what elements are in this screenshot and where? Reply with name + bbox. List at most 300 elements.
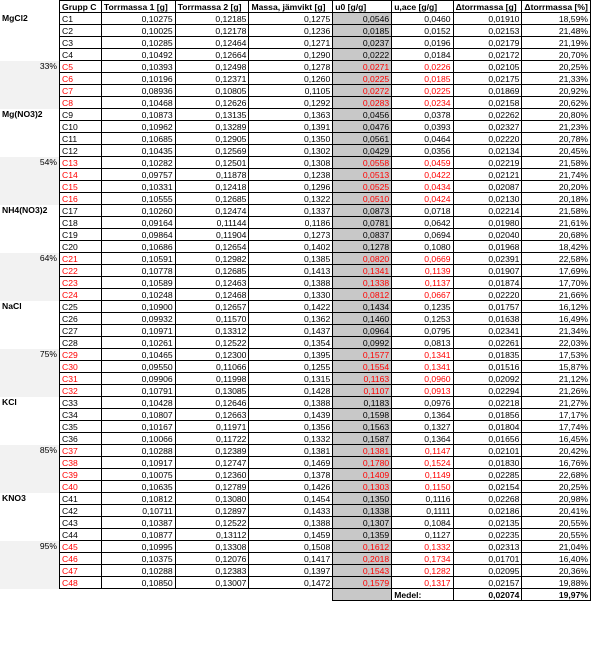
u-ace-cell: 0,1364	[392, 409, 453, 421]
delta-dry-mass-percent-cell: 19,88%	[522, 577, 591, 589]
sample-id-cell: C12	[60, 145, 102, 157]
sample-id-cell: C26	[60, 313, 102, 325]
u-ace-cell: 0,1327	[392, 421, 453, 433]
delta-dry-mass-percent-cell: 20,18%	[522, 193, 591, 205]
equilibrium-mass-cell: 0,1354	[249, 337, 333, 349]
dry-mass-2-cell: 0,13112	[175, 529, 249, 541]
table-row	[0, 301, 591, 313]
equilibrium-mass-cell: 0,1290	[249, 49, 333, 61]
delta-dry-mass-cell: 0,02391	[453, 253, 522, 265]
delta-dry-mass-percent-cell: 15,87%	[522, 361, 591, 373]
u-ace-cell: 0,0434	[392, 181, 453, 193]
group-name: NaCl	[2, 300, 22, 311]
u-ace-cell: 0,0196	[392, 37, 453, 49]
u-ace-cell: 0,0669	[392, 253, 453, 265]
dry-mass-1-cell: 0,10075	[101, 469, 175, 481]
u0-cell: 0,1554	[333, 361, 392, 373]
u0-cell: 0,0964	[333, 325, 392, 337]
table-row	[0, 97, 591, 109]
sample-id-cell: C7	[60, 85, 102, 97]
dry-mass-2-cell: 0,12076	[175, 553, 249, 565]
sample-id-cell: C18	[60, 217, 102, 229]
u-ace-cell: 0,0813	[392, 337, 453, 349]
equilibrium-mass-cell: 0,1278	[249, 61, 333, 73]
u0-cell: 0,0476	[333, 121, 392, 133]
table-row	[0, 541, 591, 553]
delta-dry-mass-cell: 0,01856	[453, 409, 522, 421]
u-ace-cell: 0,1127	[392, 529, 453, 541]
u0-cell: 0,1359	[333, 529, 392, 541]
u-ace-cell: 0,0913	[392, 385, 453, 397]
u-ace-cell: 0,0185	[392, 73, 453, 85]
table-row	[0, 229, 591, 241]
delta-dry-mass-cell: 0,01980	[453, 217, 522, 229]
table-row	[0, 565, 591, 577]
delta-dry-mass-cell: 0,02218	[453, 397, 522, 409]
delta-dry-mass-cell: 0,01701	[453, 553, 522, 565]
group-shade-cell	[0, 61, 60, 109]
sample-id-cell: C23	[60, 277, 102, 289]
delta-dry-mass-percent-cell: 18,59%	[522, 13, 591, 25]
delta-dry-mass-cell: 0,02294	[453, 385, 522, 397]
delta-dry-mass-percent-cell: 20,98%	[522, 493, 591, 505]
dry-mass-1-cell: 0,10917	[101, 457, 175, 469]
dry-mass-1-cell: 0,09757	[101, 169, 175, 181]
dry-mass-1-cell: 0,10873	[101, 109, 175, 121]
dry-mass-2-cell: 0,12383	[175, 565, 249, 577]
equilibrium-mass-cell: 0,1428	[249, 385, 333, 397]
dry-mass-2-cell: 0,11998	[175, 373, 249, 385]
equilibrium-mass-cell: 0,1395	[249, 349, 333, 361]
dry-mass-1-cell: 0,10877	[101, 529, 175, 541]
u-ace-cell: 0,0795	[392, 325, 453, 337]
table-row	[0, 157, 591, 169]
delta-dry-mass-cell: 0,02101	[453, 445, 522, 457]
equilibrium-mass-cell: 0,1469	[249, 457, 333, 469]
group-label-cell	[0, 13, 60, 61]
table-row	[0, 481, 591, 493]
u-ace-cell: 0,1150	[392, 481, 453, 493]
sample-id-cell: C34	[60, 409, 102, 421]
delta-dry-mass-percent-cell: 20,25%	[522, 481, 591, 493]
group-name: Mg(NO3)2	[2, 108, 43, 119]
equilibrium-mass-cell: 0,1378	[249, 469, 333, 481]
u0-cell: 0,1163	[333, 373, 392, 385]
equilibrium-mass-cell: 0,1363	[249, 109, 333, 121]
table-row	[0, 445, 591, 457]
u0-cell: 0,0237	[333, 37, 392, 49]
equilibrium-mass-cell: 0,1260	[249, 73, 333, 85]
dry-mass-2-cell: 0,12626	[175, 97, 249, 109]
u0-cell: 0,1434	[333, 301, 392, 313]
delta-dry-mass-cell: 0,02087	[453, 181, 522, 193]
dry-mass-2-cell: 0,12498	[175, 61, 249, 73]
sample-id-cell: C40	[60, 481, 102, 493]
delta-dry-mass-cell: 0,01516	[453, 361, 522, 373]
table-row	[0, 25, 591, 37]
delta-dry-mass-cell: 0,02092	[453, 373, 522, 385]
u-ace-cell: 0,0667	[392, 289, 453, 301]
delta-dry-mass-cell: 0,02135	[453, 517, 522, 529]
equilibrium-mass-cell: 0,1381	[249, 445, 333, 457]
header-cell: Torrmassa 1 [g]	[101, 1, 175, 13]
u-ace-cell: 0,1282	[392, 565, 453, 577]
dry-mass-1-cell: 0,10468	[101, 97, 175, 109]
delta-dry-mass-percent-cell: 20,41%	[522, 505, 591, 517]
u-ace-cell: 0,0694	[392, 229, 453, 241]
u-ace-cell: 0,1253	[392, 313, 453, 325]
equilibrium-mass-cell: 0,1356	[249, 421, 333, 433]
dry-mass-1-cell: 0,10791	[101, 385, 175, 397]
dry-mass-1-cell: 0,10971	[101, 325, 175, 337]
delta-dry-mass-percent-cell: 16,45%	[522, 433, 591, 445]
delta-dry-mass-cell: 0,02105	[453, 61, 522, 73]
u-ace-cell: 0,1364	[392, 433, 453, 445]
sample-id-cell: C10	[60, 121, 102, 133]
u-ace-cell: 0,0460	[392, 13, 453, 25]
sample-id-cell: C8	[60, 97, 102, 109]
delta-dry-mass-percent-cell: 21,66%	[522, 289, 591, 301]
u0-cell: 0,0283	[333, 97, 392, 109]
table-row	[0, 241, 591, 253]
dry-mass-2-cell: 0,12789	[175, 481, 249, 493]
delta-dry-mass-percent-cell: 18,42%	[522, 241, 591, 253]
u0-cell: 0,0558	[333, 157, 392, 169]
delta-dry-mass-cell: 0,02220	[453, 133, 522, 145]
delta-dry-mass-percent-cell: 17,53%	[522, 349, 591, 361]
table-row	[0, 277, 591, 289]
delta-dry-mass-cell: 0,01656	[453, 433, 522, 445]
dry-mass-2-cell: 0,11971	[175, 421, 249, 433]
dry-mass-1-cell: 0,10066	[101, 433, 175, 445]
sample-id-cell: C27	[60, 325, 102, 337]
sample-id-cell: C25	[60, 301, 102, 313]
table-body	[0, 13, 591, 589]
dry-mass-1-cell: 0,10962	[101, 121, 175, 133]
table-row	[0, 61, 591, 73]
dry-mass-2-cell: 0,12418	[175, 181, 249, 193]
delta-dry-mass-cell: 0,02154	[453, 481, 522, 493]
delta-dry-mass-cell: 0,01907	[453, 265, 522, 277]
equilibrium-mass-cell: 0,1322	[249, 193, 333, 205]
table-row	[0, 193, 591, 205]
delta-dry-mass-percent-cell: 20,36%	[522, 565, 591, 577]
u0-cell: 0,0185	[333, 25, 392, 37]
u0-cell: 0,1587	[333, 433, 392, 445]
table-row	[0, 73, 591, 85]
u0-cell: 0,1381	[333, 445, 392, 457]
u-ace-cell: 0,0356	[392, 145, 453, 157]
u-ace-cell: 0,0424	[392, 193, 453, 205]
equilibrium-mass-cell: 0,1296	[249, 181, 333, 193]
delta-dry-mass-percent-cell: 22,58%	[522, 253, 591, 265]
table-row	[0, 13, 591, 25]
sample-id-cell: C20	[60, 241, 102, 253]
delta-dry-mass-percent-cell: 21,58%	[522, 157, 591, 169]
sample-id-cell: C6	[60, 73, 102, 85]
equilibrium-mass-cell: 0,1472	[249, 577, 333, 589]
summary-mean-mass: 0,02074	[453, 589, 522, 601]
dry-mass-2-cell: 0,12646	[175, 397, 249, 409]
dry-mass-1-cell: 0,09864	[101, 229, 175, 241]
equilibrium-mass-cell: 0,1330	[249, 289, 333, 301]
delta-dry-mass-percent-cell: 20,25%	[522, 61, 591, 73]
sample-id-cell: C3	[60, 37, 102, 49]
dry-mass-2-cell: 0,12522	[175, 337, 249, 349]
u0-cell: 0,0837	[333, 229, 392, 241]
u0-cell: 0,0225	[333, 73, 392, 85]
equilibrium-mass-cell: 0,1388	[249, 397, 333, 409]
delta-dry-mass-percent-cell: 20,45%	[522, 145, 591, 157]
table-row	[0, 373, 591, 385]
dry-mass-2-cell: 0,12371	[175, 73, 249, 85]
delta-dry-mass-percent-cell: 20,68%	[522, 229, 591, 241]
table-row	[0, 217, 591, 229]
u0-cell: 0,1338	[333, 277, 392, 289]
table-row	[0, 529, 591, 541]
u-ace-cell: 0,0393	[392, 121, 453, 133]
equilibrium-mass-cell: 0,1238	[249, 169, 333, 181]
delta-dry-mass-cell: 0,01910	[453, 13, 522, 25]
u-ace-cell: 0,1137	[392, 277, 453, 289]
delta-dry-mass-cell: 0,01869	[453, 85, 522, 97]
equilibrium-mass-cell: 0,1391	[249, 121, 333, 133]
dry-mass-1-cell: 0,10686	[101, 241, 175, 253]
sample-id-cell: C32	[60, 385, 102, 397]
u0-cell: 0,0873	[333, 205, 392, 217]
equilibrium-mass-cell: 0,1413	[249, 265, 333, 277]
delta-dry-mass-percent-cell: 21,27%	[522, 397, 591, 409]
delta-dry-mass-percent-cell: 20,78%	[522, 133, 591, 145]
equilibrium-mass-cell: 0,1105	[249, 85, 333, 97]
dry-mass-2-cell: 0,13135	[175, 109, 249, 121]
delta-dry-mass-cell: 0,02214	[453, 205, 522, 217]
dry-mass-1-cell: 0,10778	[101, 265, 175, 277]
delta-dry-mass-cell: 0,02262	[453, 109, 522, 121]
sample-id-cell: C38	[60, 457, 102, 469]
dry-mass-2-cell: 0,12464	[175, 37, 249, 49]
table-row	[0, 385, 591, 397]
dry-mass-1-cell: 0,10591	[101, 253, 175, 265]
sample-id-cell: C29	[60, 349, 102, 361]
dry-mass-1-cell: 0,10589	[101, 277, 175, 289]
u0-cell: 0,1577	[333, 349, 392, 361]
table-row	[0, 133, 591, 145]
dry-mass-2-cell: 0,11570	[175, 313, 249, 325]
delta-dry-mass-percent-cell: 21,34%	[522, 325, 591, 337]
u-ace-cell: 0,0459	[392, 157, 453, 169]
dry-mass-1-cell: 0,10261	[101, 337, 175, 349]
delta-dry-mass-percent-cell: 20,55%	[522, 529, 591, 541]
dry-mass-1-cell: 0,10025	[101, 25, 175, 37]
u-ace-cell: 0,0226	[392, 61, 453, 73]
sample-id-cell: C28	[60, 337, 102, 349]
u-ace-cell: 0,1149	[392, 469, 453, 481]
dry-mass-1-cell: 0,10492	[101, 49, 175, 61]
dry-mass-1-cell: 0,10685	[101, 133, 175, 145]
equilibrium-mass-cell: 0,1402	[249, 241, 333, 253]
u-ace-cell: 0,0642	[392, 217, 453, 229]
delta-dry-mass-cell: 0,02175	[453, 73, 522, 85]
dry-mass-1-cell: 0,10393	[101, 61, 175, 73]
table-row	[0, 457, 591, 469]
table-row	[0, 493, 591, 505]
delta-dry-mass-percent-cell: 21,33%	[522, 73, 591, 85]
dry-mass-2-cell: 0,12569	[175, 145, 249, 157]
table-row	[0, 433, 591, 445]
table-row	[0, 313, 591, 325]
equilibrium-mass-cell: 0,1350	[249, 133, 333, 145]
dry-mass-2-cell: 0,12982	[175, 253, 249, 265]
sample-id-cell: C42	[60, 505, 102, 517]
group-humidity: 33%	[39, 60, 58, 71]
dry-mass-1-cell: 0,10850	[101, 577, 175, 589]
equilibrium-mass-cell: 0,1332	[249, 433, 333, 445]
dry-mass-1-cell: 0,09550	[101, 361, 175, 373]
header-cell: u0 [g/g]	[333, 1, 392, 13]
sample-id-cell: C16	[60, 193, 102, 205]
dry-mass-1-cell: 0,10167	[101, 421, 175, 433]
equilibrium-mass-cell: 0,1417	[249, 553, 333, 565]
sample-id-cell: C33	[60, 397, 102, 409]
group-shade-cell	[0, 541, 60, 589]
group-shade-cell	[0, 349, 60, 397]
group-shade-cell	[0, 253, 60, 301]
table-row	[0, 553, 591, 565]
delta-dry-mass-cell: 0,01835	[453, 349, 522, 361]
u0-cell: 0,0525	[333, 181, 392, 193]
u0-cell: 0,0812	[333, 289, 392, 301]
delta-dry-mass-cell: 0,02157	[453, 577, 522, 589]
table-row	[0, 169, 591, 181]
dry-mass-2-cell: 0,11722	[175, 433, 249, 445]
equilibrium-mass-cell: 0,1454	[249, 493, 333, 505]
u0-cell: 0,1307	[333, 517, 392, 529]
sample-id-cell: C47	[60, 565, 102, 577]
equilibrium-mass-cell: 0,1388	[249, 277, 333, 289]
group-name: NH4(NO3)2	[2, 204, 48, 215]
u0-cell: 0,0222	[333, 49, 392, 61]
equilibrium-mass-cell: 0,1385	[249, 253, 333, 265]
delta-dry-mass-cell: 0,01804	[453, 421, 522, 433]
dry-mass-1-cell: 0,10375	[101, 553, 175, 565]
delta-dry-mass-percent-cell: 21,19%	[522, 37, 591, 49]
table-row	[0, 361, 591, 373]
u-ace-cell: 0,0152	[392, 25, 453, 37]
delta-dry-mass-percent-cell: 21,23%	[522, 121, 591, 133]
delta-dry-mass-cell: 0,02313	[453, 541, 522, 553]
dry-mass-2-cell: 0,12663	[175, 409, 249, 421]
sample-id-cell: C30	[60, 361, 102, 373]
sample-id-cell: C21	[60, 253, 102, 265]
sample-id-cell: C14	[60, 169, 102, 181]
sample-id-cell: C35	[60, 421, 102, 433]
delta-dry-mass-cell: 0,01968	[453, 241, 522, 253]
dry-mass-2-cell: 0,11904	[175, 229, 249, 241]
delta-dry-mass-cell: 0,02134	[453, 145, 522, 157]
u-ace-cell: 0,0718	[392, 205, 453, 217]
dry-mass-2-cell: 0,12664	[175, 49, 249, 61]
dry-mass-1-cell: 0,10285	[101, 37, 175, 49]
u-ace-cell: 0,1734	[392, 553, 453, 565]
summary-label: Medel:	[392, 589, 453, 601]
u0-cell: 0,0546	[333, 13, 392, 25]
u0-cell: 0,1107	[333, 385, 392, 397]
table-row	[0, 121, 591, 133]
equilibrium-mass-cell: 0,1397	[249, 565, 333, 577]
equilibrium-mass-cell: 0,1275	[249, 13, 333, 25]
delta-dry-mass-percent-cell: 21,04%	[522, 541, 591, 553]
equilibrium-mass-cell: 0,1388	[249, 517, 333, 529]
table-row	[0, 469, 591, 481]
table-row	[0, 205, 591, 217]
dry-mass-1-cell: 0,09164	[101, 217, 175, 229]
u0-cell: 0,0271	[333, 61, 392, 73]
table-row	[0, 37, 591, 49]
u-ace-cell: 0,0234	[392, 97, 453, 109]
dry-mass-2-cell: 0,12747	[175, 457, 249, 469]
delta-dry-mass-cell: 0,02219	[453, 157, 522, 169]
u0-cell: 0,1460	[333, 313, 392, 325]
table-row	[0, 337, 591, 349]
group-humidity: 75%	[39, 348, 58, 359]
equilibrium-mass-cell: 0,1433	[249, 505, 333, 517]
group-humidity: 64%	[39, 252, 58, 263]
header-cell: Massa, jämvikt [g]	[249, 1, 333, 13]
table-row	[0, 505, 591, 517]
group-humidity: 95%	[39, 540, 58, 551]
equilibrium-mass-cell: 0,1315	[249, 373, 333, 385]
table-row	[0, 109, 591, 121]
dry-mass-2-cell: 0,13312	[175, 325, 249, 337]
delta-dry-mass-percent-cell: 17,69%	[522, 265, 591, 277]
u-ace-cell: 0,1524	[392, 457, 453, 469]
delta-dry-mass-percent-cell: 16,12%	[522, 301, 591, 313]
equilibrium-mass-cell: 0,1302	[249, 145, 333, 157]
dry-mass-2-cell: 0,12501	[175, 157, 249, 169]
dry-mass-1-cell: 0,10260	[101, 205, 175, 217]
delta-dry-mass-cell: 0,02095	[453, 565, 522, 577]
sample-id-cell: C39	[60, 469, 102, 481]
dry-mass-1-cell: 0,10465	[101, 349, 175, 361]
u0-cell: 0,0513	[333, 169, 392, 181]
equilibrium-mass-cell: 0,1308	[249, 157, 333, 169]
sample-id-cell: C15	[60, 181, 102, 193]
u0-cell: 0,0781	[333, 217, 392, 229]
u0-cell: 0,1780	[333, 457, 392, 469]
u0-cell: 0,1350	[333, 493, 392, 505]
u0-cell: 0,1278	[333, 241, 392, 253]
u-ace-cell: 0,1235	[392, 301, 453, 313]
sample-id-cell: C9	[60, 109, 102, 121]
u-ace-cell: 0,0422	[392, 169, 453, 181]
u0-cell: 0,1579	[333, 577, 392, 589]
table-row	[0, 145, 591, 157]
equilibrium-mass-cell: 0,1255	[249, 361, 333, 373]
delta-dry-mass-cell: 0,02179	[453, 37, 522, 49]
equilibrium-mass-cell: 0,1437	[249, 325, 333, 337]
equilibrium-mass-cell: 0,1186	[249, 217, 333, 229]
table-row	[0, 517, 591, 529]
sample-id-cell: C48	[60, 577, 102, 589]
dry-mass-2-cell: 0,12522	[175, 517, 249, 529]
equilibrium-mass-cell: 0,1508	[249, 541, 333, 553]
sample-id-cell: C43	[60, 517, 102, 529]
table-row	[0, 265, 591, 277]
dry-mass-1-cell: 0,10331	[101, 181, 175, 193]
dry-mass-2-cell: 0,13080	[175, 493, 249, 505]
header-row	[0, 1, 591, 13]
